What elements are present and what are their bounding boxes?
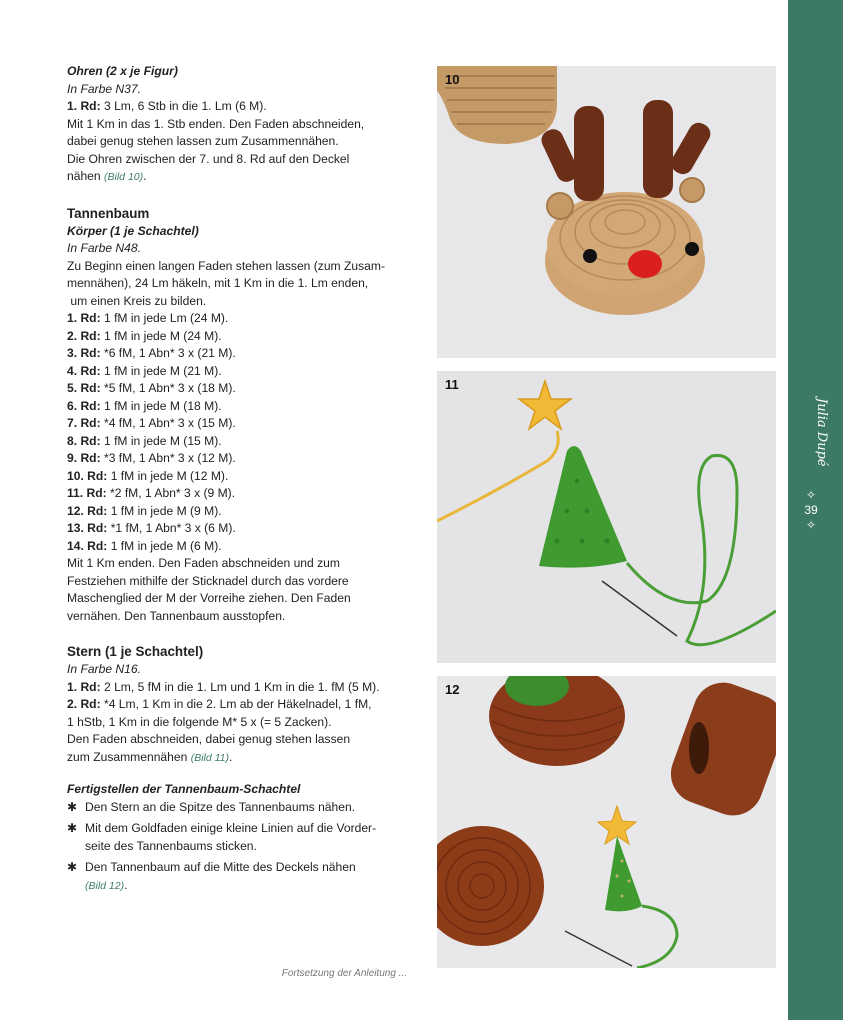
tannenbaum-outro-4: vernähen. Den Tannenbaum ausstopfen. xyxy=(67,608,286,623)
round-row: 3. Rd: *6 fM, 1 Abn* 3 x (21 M). xyxy=(67,346,236,360)
box-parts-illustration xyxy=(437,676,776,968)
round-row: 14. Rd: 1 fM in jede M (6 M). xyxy=(67,538,222,553)
tannenbaum-intro-3: um einen Kreis zu bilden. xyxy=(67,293,207,308)
stern-outro: Den Faden abschneiden, dabei genug stehen lassen xyxy=(67,732,351,746)
sparkle-icon: ✧ xyxy=(805,488,817,502)
round-row: 10. Rd: 1 fM in jede M (12 M). xyxy=(67,468,229,483)
ohren-color: In Farbe N37. xyxy=(67,81,141,96)
round-row: 4. Rd: 1 fM in jede M (21 M). xyxy=(67,363,222,378)
reindeer-illustration xyxy=(437,66,776,358)
round-row: 7. Rd: *4 fM, 1 Abn* 3 x (15 M). xyxy=(67,416,236,430)
round-row: 2. Rd: 1 fM in jede M (24 M). xyxy=(67,328,222,343)
tannenbaum-heading: Tannenbaum xyxy=(67,205,150,221)
step-item: ✱ Mit dem Goldfaden einige kleine Linien auf die Vorder- seite des Tannenbaums sticken. xyxy=(67,821,377,853)
tannenbaum-outro-1: Mit 1 Km enden. Den Faden abschneiden und zum xyxy=(67,556,340,570)
page-sidebar xyxy=(788,0,843,1020)
photo-number: 10 xyxy=(445,72,460,87)
tannenbaum-intro-1: Zu Beginn einen langen Faden stehen lassen (zum Zusam- xyxy=(67,258,385,273)
ohren-text-2: dabei genug stehen lassen zum Zusammennähen. xyxy=(67,134,339,148)
tannenbaum-outro-2: Festziehen mithilfe der Sticknadel durch das vordere xyxy=(67,573,349,588)
round-row: 1. Rd: 1 fM in jede Lm (24 M). xyxy=(67,311,229,325)
stern-heading: Stern (1 je Schachtel) xyxy=(67,644,204,659)
fertigstellen-steps xyxy=(67,799,417,896)
round-row: 9. Rd: *3 fM, 1 Abn* 3 x (12 M). xyxy=(67,451,236,465)
page-number: 39 xyxy=(804,503,818,517)
round-row: 8. Rd: 1 fM in jede M (15 M). xyxy=(67,433,222,448)
tree-star-illustration xyxy=(437,371,776,663)
asterisk-bullet-icon: ✱ xyxy=(67,860,78,874)
photo-12-box-parts xyxy=(437,676,776,968)
ohren-text-4: nähen (Bild 10). xyxy=(67,169,147,183)
tannenbaum-rounds xyxy=(67,310,417,555)
bild-11-reference: (Bild 11) xyxy=(190,751,230,764)
asterisk-bullet-icon: ✱ xyxy=(67,799,78,814)
stern-last: zum Zusammennähen (Bild 11). xyxy=(67,749,233,764)
sparkle-icon: ✧ xyxy=(805,518,817,532)
tannenbaum-color: In Farbe N48. xyxy=(67,241,141,255)
asterisk-bullet-icon: ✱ xyxy=(67,821,78,835)
bild-10-reference: (Bild 10) xyxy=(104,171,144,183)
tannenbaum-intro-2: mennähen), 24 Lm häkeln, mit 1 Km in die 1. Lm enden, xyxy=(67,276,369,290)
ohren-text-1: Mit 1 Km in das 1. Stb enden. Den Faden abschneiden, xyxy=(67,116,365,131)
author-name: Julia Dupé xyxy=(814,398,829,467)
instructions-column xyxy=(67,63,417,899)
stern-color: In Farbe N16. xyxy=(67,662,141,676)
ohren-heading: Ohren (2 x je Figur) xyxy=(67,64,178,78)
fertigstellen-heading: Fertigstellen der Tannenbaum-Schachtel xyxy=(67,782,301,796)
photo-10-reindeer xyxy=(437,66,776,358)
continuation-note: Fortsetzung der Anleitung ... xyxy=(281,968,407,979)
bild-12-reference: (Bild 12) xyxy=(85,879,125,892)
tannenbaum-outro-3: Maschenglied der M der Vorreihe ziehen. Den Faden xyxy=(67,591,351,605)
round-row: 5. Rd: *5 fM, 1 Abn* 3 x (18 M). xyxy=(67,381,236,395)
stern-round-1: 1. Rd: 2 Lm, 5 fM in die 1. Lm und 1 Km in die 1. fM (5 M). xyxy=(67,679,380,694)
stern-round-2-cont: 1 hStb, 1 Km in die folgende M* 5 x (= 5 Zacken). xyxy=(67,714,332,729)
round-row: 12. Rd: 1 fM in jede M (9 M). xyxy=(67,503,222,518)
photo-11-tree-star xyxy=(437,371,776,663)
round-row: 13. Rd: *1 fM, 1 Abn* 3 x (6 M). xyxy=(67,521,236,535)
step-item: ✱ Den Tannenbaum auf die Mitte des Deckels nähen (Bild 12). xyxy=(67,860,356,892)
ohren-round-1: 1. Rd: 3 Lm, 6 Stb in die 1. Lm (6 M). xyxy=(67,99,267,113)
photo-number: 12 xyxy=(445,682,460,697)
round-row: 11. Rd: *2 fM, 1 Abn* 3 x (9 M). xyxy=(67,486,236,500)
stern-round-2: 2. Rd: *4 Lm, 1 Km in die 2. Lm ab der Häkelnadel, 1 fM, xyxy=(67,697,372,711)
photo-number: 11 xyxy=(445,377,459,392)
koerper-subheading: Körper (1 je Schachtel) xyxy=(67,223,199,238)
round-row: 6. Rd: 1 fM in jede M (18 M). xyxy=(67,398,222,413)
step-item: ✱ Den Stern an die Spitze des Tannenbaums nähen. xyxy=(67,799,417,817)
page-number-block xyxy=(788,488,834,533)
ohren-text-3: Die Ohren zwischen der 7. und 8. Rd auf den Deckel xyxy=(67,151,350,166)
